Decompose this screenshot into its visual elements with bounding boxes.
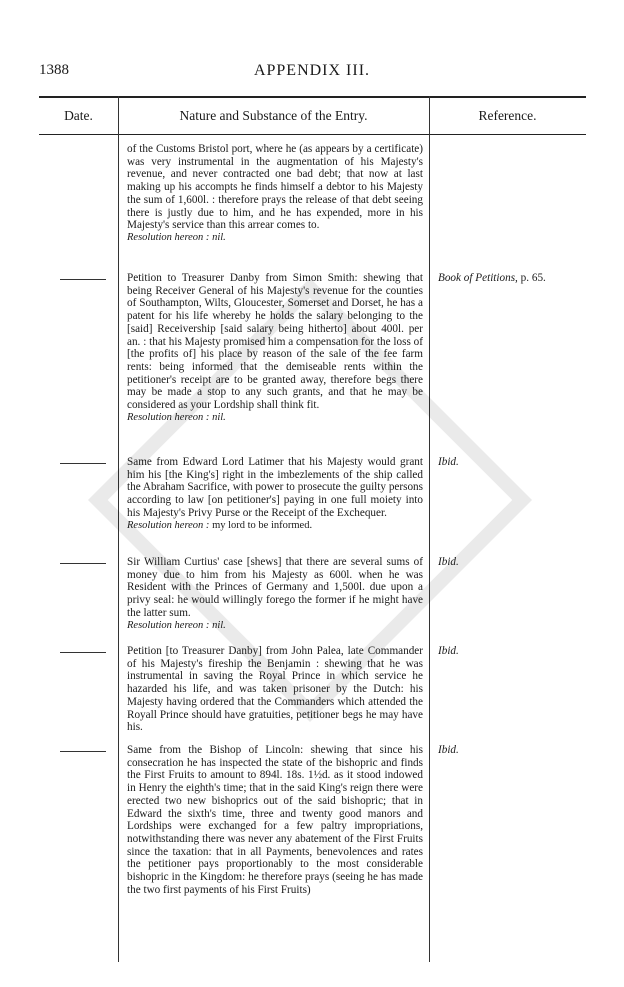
resolution-label: Resolution hereon : bbox=[127, 619, 210, 631]
date-dash bbox=[60, 751, 106, 752]
resolution-value: nil. bbox=[212, 411, 226, 423]
resolution-label: Resolution hereon : bbox=[127, 231, 210, 243]
resolution-label: Resolution hereon : bbox=[127, 519, 210, 531]
reference-page: p. 65. bbox=[520, 272, 546, 284]
date-dash bbox=[60, 463, 106, 464]
resolution-line bbox=[127, 620, 423, 633]
column-header-reference: Reference. bbox=[478, 108, 537, 123]
date-dash bbox=[60, 563, 106, 564]
entry-text: of the Customs Bristol port, where he (as appears by a certificate) was very instrumental in the augmentation of his Majesty's revenue, and never contracted one bad debt; that now at last making up his accompts he finds himself a debtor to his Majesty the sum of 1,600l. : therefore prays the release of that debt seeing there is justly due to him, and he has expended, more in his Majesty's service than this arrear comes to. bbox=[127, 143, 423, 232]
resolution-value: my lord to be informed. bbox=[212, 519, 313, 531]
resolution-label: Resolution hereon : bbox=[127, 411, 210, 423]
table-header-rule bbox=[39, 134, 586, 135]
column-header-date: Date. bbox=[64, 108, 93, 123]
entry-petition-simon-smith bbox=[127, 272, 423, 424]
column-header-nature: Nature and Substance of the Entry. bbox=[179, 108, 368, 123]
reference-ibid: Ibid. bbox=[438, 556, 459, 568]
reference-ibid: Ibid. bbox=[438, 456, 459, 468]
entry-william-curtius bbox=[127, 556, 423, 632]
column-divider-reference bbox=[429, 96, 430, 962]
entry-bishop-of-lincoln bbox=[127, 744, 423, 896]
entry-text: Petition [to Treasurer Danby] from John Palea, late Commander of his Majesty's fireship the Benjamin : shewing that he was instrumental in saving the Royal Prince in which service he hazarded his life, and was taken prisoner by the Dutch: his Majesty having ordered that the Commanders which attended the Royall Prince should have gratuities, petitioner begs he may have his. bbox=[127, 645, 423, 734]
page-number: 1388 bbox=[39, 62, 69, 78]
reference-ibid: Ibid. bbox=[438, 645, 459, 657]
resolution-line bbox=[127, 520, 423, 533]
entry-continuation bbox=[127, 143, 423, 245]
reference-ibid: Ibid. bbox=[438, 744, 459, 756]
entry-lord-latimer bbox=[127, 456, 423, 532]
entry-john-palea bbox=[127, 645, 423, 734]
resolution-value: nil. bbox=[212, 619, 226, 631]
column-divider-date bbox=[118, 96, 119, 962]
resolution-value: nil. bbox=[212, 231, 226, 243]
date-dash bbox=[60, 652, 106, 653]
resolution-line bbox=[127, 412, 423, 425]
entry-text: Petition to Treasurer Danby from Simon Smith: shewing that being Receiver General of his Majesty's revenue for the counties of Southampton, Wilts, Gloucester, Somerset and Dorset, he has a patent for his life whereby he holds the salary belonging to the [said] Receivership [said salary being hitherto] about 400l. per an. : that his Majesty promised him a compensation for the loss of [the profits of] his place by reason of the sale of the fee farm rents: being informed that the demiseable rents within the petitioner's receipt are to be granted away, therefore begs there may be made a stop to any such grants, and that he may be considered as your Lordship shall think fit. bbox=[127, 272, 423, 412]
resolution-line bbox=[127, 232, 423, 245]
reference-book: Book of Petitions, bbox=[438, 272, 518, 284]
entry-text: Sir William Curtius' case [shews] that there are several sums of money due to him from his Majesty as 600l. when he was Resident with the Princes of Germany and 1,500l. due upon a privy seal: he would willingly forego the former if he might have the latter sum. bbox=[127, 556, 423, 619]
date-dash bbox=[60, 279, 106, 280]
entry-text: Same from Edward Lord Latimer that his Majesty would grant him his [the King's] right in the imbezlements of the ship called the Abraham Sacrifice, with power to prosecute the guilty persons according to law [on petitioner's] paying in one full moiety into his Majesty's Privy Purse or the Receipt of the Exchequer. bbox=[127, 456, 423, 519]
running-head: APPENDIX III. bbox=[253, 62, 371, 79]
table-top-rule bbox=[39, 96, 586, 98]
entry-text: Same from the Bishop of Lincoln: shewing that since his consecration he has inspected the state of the bishopric and finds the First Fruits to amount to 894l. 18s. 1½d. as it stood indowed in Henry the eighth's time; that in the said King's reign there were erected two new bishoprics out of the said bishopric; that in Edward the sixth's time, three and twenty good manors and Lordships were exchanged for a few paltry impropriations, notwithstanding there was never any abatement of the First Fruits since the taxation: that in all Payments, benevolences and rates the petitioner pays proportionably to the most considerable bishopric in the Kingdom: he therefore prays (seeing he has made the two first payments of his First Fruits) bbox=[127, 744, 423, 896]
reference-cell bbox=[438, 272, 546, 284]
